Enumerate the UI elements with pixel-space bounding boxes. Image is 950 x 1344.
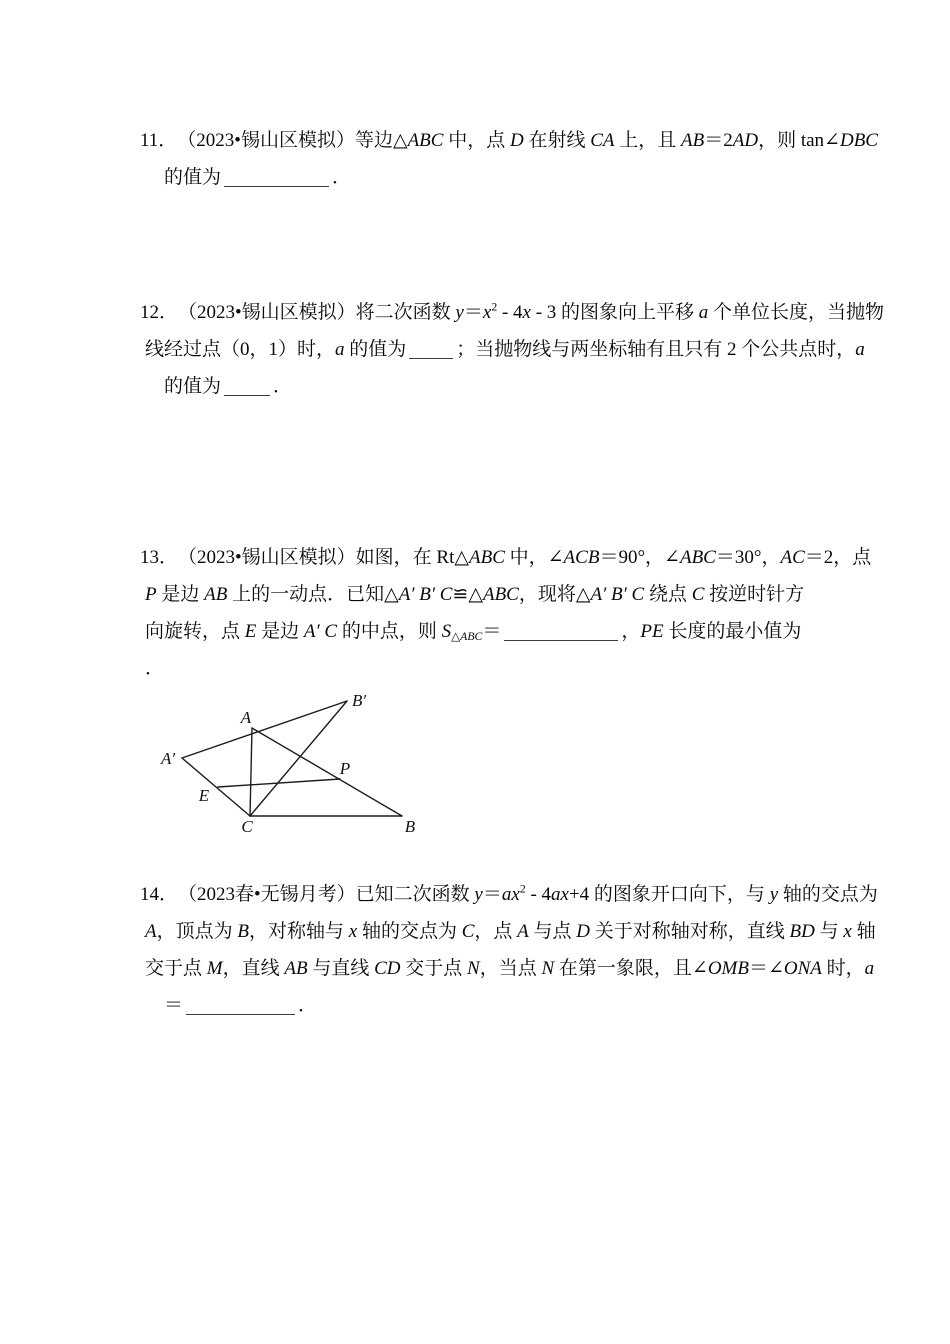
figure-label-A: A [240,708,252,727]
problem-12-line-1 [140,294,885,331]
text-segment: x [482,302,492,323]
text-segment: 交于点 [145,958,207,979]
text-segment: （2023•锡山区模拟）如图，在 Rt△ [178,547,469,568]
answer-blank [186,996,295,1015]
figure-label-C: C [241,817,253,836]
text-segment: - 4 [497,302,523,323]
text-segment: CA [590,130,615,151]
problem-14-line-4 [164,987,840,1024]
text-segment: 个单位长度，当抛物 [708,302,885,323]
problem-13-line-2 [145,576,840,613]
text-segment: 轴的交点为 [778,884,878,905]
text-segment: 绕点 [644,584,692,605]
text-segment: y [474,884,483,905]
answer-blank [224,377,270,396]
text-segment: A [145,921,157,942]
text-segment: ABC [460,629,483,643]
figure-label-E: E [198,786,210,805]
text-segment: 的值为 [164,376,222,397]
text-segment: 上的一动点．已知△ [227,584,399,605]
text-segment: B [237,921,249,942]
figure-label-P: P [339,759,351,778]
text-segment: 中，点 [443,130,510,151]
figure-label-B-prime: B′ [351,691,367,710]
text-segment: ，直线 [222,958,285,979]
text-segment: 按逆时针方 [704,584,805,605]
text-segment: ax [501,884,520,905]
text-segment: ＝2，点 [804,547,872,568]
text-segment: 11． [140,130,178,151]
text-segment: AD [732,130,759,151]
text-segment: ，顶点为 [156,921,238,942]
text-segment: ABC [407,130,444,151]
problem-14-line-1 [140,876,878,913]
text-segment: 是边 [156,584,205,605]
text-segment: 时， [821,958,865,979]
text-segment: 在第一象限，且∠ [554,958,708,979]
text-segment: P [145,584,157,605]
text-segment: ABC [482,584,519,605]
text-segment: E [244,621,257,642]
text-segment: ＝ [482,884,502,905]
text-segment: ＝2 [704,130,733,151]
problem-12 [140,294,885,405]
figure-label-B: B [404,817,416,836]
text-segment: a [855,339,865,360]
problem-11-line-2 [164,159,840,196]
figure-label-A-prime: A′ [160,749,176,768]
text-segment: x [348,921,358,942]
text-segment: x [522,302,531,323]
text-segment: D [576,921,591,942]
text-segment: y [769,884,779,905]
text-segment: ＝ [482,621,502,642]
text-segment: 长度的最小值为 [663,621,802,642]
text-segment: ＝ [164,995,184,1016]
problem-12-line-2 [145,331,865,368]
text-segment: 的值为 [344,339,407,360]
text-segment: 在射线 [523,130,591,151]
text-segment: 中，∠ [504,547,564,568]
text-segment: ；当抛物线与两坐标轴有且只有 2 个公共点时， [456,339,856,360]
text-segment: N [541,958,555,979]
text-segment: ． [298,995,318,1016]
text-segment: A′ C [303,621,338,642]
text-segment: a [698,302,709,323]
problem-13 [140,539,872,687]
text-segment: a [335,339,345,360]
text-segment: ＝30°， [715,547,781,568]
text-segment: ＝ [463,302,483,323]
text-segment: ABC [679,547,716,568]
text-segment: 的值为 [164,167,222,188]
text-segment: ONA [783,958,822,979]
problem-14-line-2 [145,913,876,950]
text-segment: AB [681,130,705,151]
text-segment: D [509,130,524,151]
text-segment: ax [551,884,569,905]
text-segment: M [206,958,223,979]
text-segment: ，点 [474,921,518,942]
text-segment: （2023春•无锡月考）已知二次函数 [178,884,475,905]
text-segment: BD [789,921,815,942]
text-segment: 13． [140,547,179,568]
text-segment: C [691,584,705,605]
answer-blank [409,340,453,359]
text-segment: 向旋转，点 [145,621,245,642]
problem-13-geometry-figure [152,680,432,845]
figure-line [250,728,252,816]
text-segment: 与 [814,921,844,942]
text-segment: S [441,621,452,642]
text-segment: 与点 [528,921,577,942]
text-segment: ABC [468,547,505,568]
problem-11 [140,122,878,196]
text-segment: OMB [707,958,749,979]
text-segment: 14． [140,884,179,905]
text-segment: AB [204,584,228,605]
text-segment: ， [621,621,641,642]
text-segment: 2 [519,882,526,896]
text-segment: x [843,921,852,942]
text-segment: ＝∠ [748,958,784,979]
text-segment: 与直线 [307,958,375,979]
text-segment: PE [640,621,664,642]
figure-line [252,728,402,816]
text-segment: ． [332,167,352,188]
text-segment: y [455,302,464,323]
answer-blank [224,168,329,187]
text-segment: DBC [839,130,878,151]
text-segment: ，当点 [479,958,542,979]
text-segment: A [517,921,529,942]
text-segment: +4 的图象开口向下，与 [568,884,770,905]
text-segment: 轴的交点为 [357,921,462,942]
text-segment: - 3 的图象向上平移 [530,302,699,323]
problem-13-line-1 [140,539,872,576]
figure-line [218,779,340,787]
text-segment: ＝90°，∠ [599,547,680,568]
figure-line [182,758,250,816]
text-segment: ． [273,376,293,397]
answer-blank [504,622,618,641]
problem-14-line-3 [145,950,875,987]
text-segment: 的中点，则 [337,621,442,642]
text-segment: A′ B′ C [590,584,645,605]
text-segment: 线经过点（0，1）时， [145,339,336,360]
text-segment: A′ B′ C [398,584,453,605]
text-segment: C [461,921,475,942]
text-segment: CD [374,958,401,979]
text-segment: N [467,958,480,979]
text-segment: ． [145,658,165,679]
text-segment: ，则 tan∠ [758,130,840,151]
text-segment: 是边 [256,621,304,642]
problem-14 [140,876,878,1024]
text-segment: 交于点 [400,958,468,979]
text-segment: a [864,958,875,979]
problem-13-line-3 [145,613,840,650]
text-segment: - 4 [525,884,552,905]
problem-12-line-3 [164,368,840,405]
text-segment: ACB [563,547,600,568]
text-segment: 关于对称轴对称，直线 [590,921,790,942]
text-segment: ≌△ [452,584,483,605]
text-segment: 2 [491,300,498,314]
text-segment: （2023•锡山区模拟）将二次函数 [178,302,456,323]
text-segment: AB [284,958,308,979]
problem-11-line-1 [140,122,878,159]
text-segment: 12． [140,302,179,323]
text-segment: ，现将△ [518,584,591,605]
text-segment: AC [780,547,805,568]
text-segment: （2023•锡山区模拟）等边△ [177,130,408,151]
text-segment: ，对称轴与 [248,921,349,942]
text-segment: 轴 [851,921,876,942]
text-segment: △ [451,629,461,643]
text-segment: 上，且 [614,130,682,151]
